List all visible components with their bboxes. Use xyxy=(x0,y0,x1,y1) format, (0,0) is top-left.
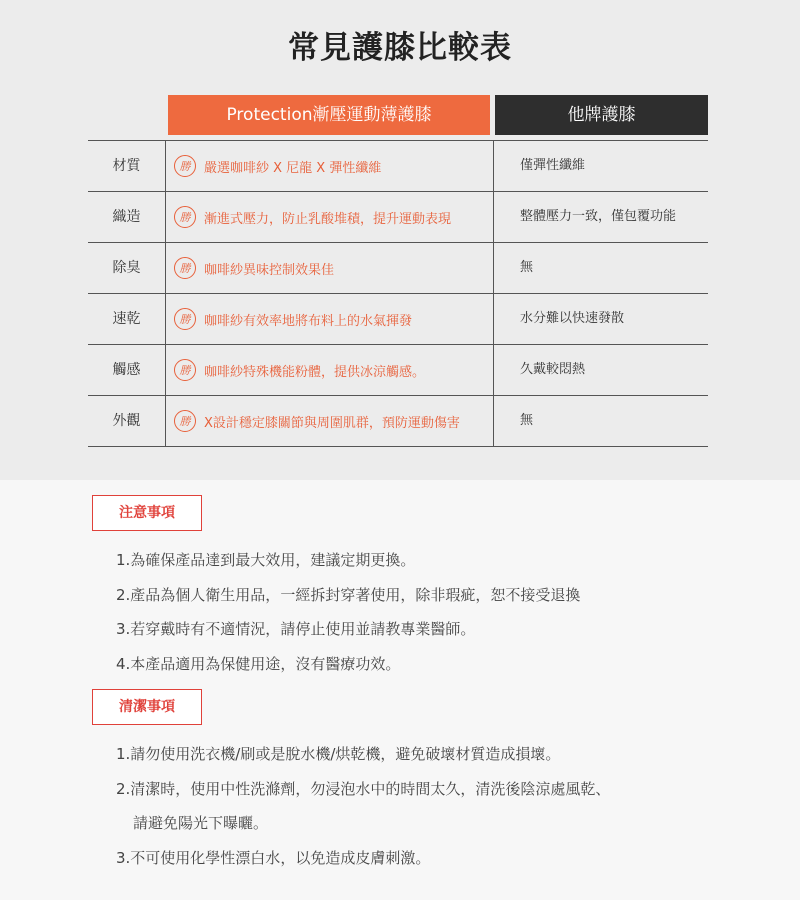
our-product-text: 咖啡紗有效率地將布料上的水氣揮發 xyxy=(204,313,413,329)
list-item: 3.不可使用化學性漂白水，以免造成皮膚刺激。 xyxy=(116,848,431,867)
row-label: 除臭 xyxy=(112,260,141,276)
table-row xyxy=(88,396,708,447)
list-item: 請避免陽光下曝曬。 xyxy=(133,814,269,832)
our-product-cell xyxy=(174,141,492,191)
cleaning-heading: 清潔事項 xyxy=(92,689,202,725)
row-label: 觸感 xyxy=(112,362,141,378)
list-item: 1.為確保產品達到最大效用，建議定期更換。 xyxy=(116,551,416,569)
list-item: 2.產品為個人衛生用品，一經拆封穿著使用，除非瑕疵，恕不接受退換 xyxy=(116,585,581,604)
our-product-cell xyxy=(174,243,492,293)
column-divider xyxy=(493,243,494,293)
column-divider xyxy=(493,396,494,446)
column-divider xyxy=(165,243,166,293)
table-row xyxy=(88,141,708,192)
column-divider xyxy=(165,141,166,191)
win-badge-icon: 勝 xyxy=(174,257,196,279)
row-label: 速乾 xyxy=(112,311,141,327)
notes-heading: 注意事項 xyxy=(92,495,202,531)
column-divider xyxy=(493,345,494,395)
list-item: 2.清潔時，使用中性洗滌劑，勿浸泡水中的時間太久，清洗後陰涼處風乾、 xyxy=(116,779,611,798)
page-title: 常見護膝比較表 xyxy=(288,30,512,66)
row-label: 外觀 xyxy=(112,413,141,429)
our-product-text: 咖啡紗特殊機能粉體，提供冰涼觸感。 xyxy=(204,364,426,380)
notes-list xyxy=(116,548,580,686)
our-product-cell xyxy=(174,396,492,446)
our-product-cell xyxy=(174,294,492,344)
column-divider xyxy=(165,192,166,242)
win-badge-icon: 勝 xyxy=(174,359,196,381)
list-item: 4.本產品適用為保健用途，沒有醫療功效。 xyxy=(116,654,401,673)
win-badge-icon: 勝 xyxy=(174,410,196,432)
our-product-text: 咖啡紗異味控制效果佳 xyxy=(204,262,335,278)
our-product-text: X設計穩定膝關節與周圍肌群，預防運動傷害 xyxy=(204,415,460,431)
column-divider xyxy=(493,294,494,344)
our-product-text: 嚴選咖啡紗 X 尼龍 X 彈性纖維 xyxy=(204,160,382,176)
our-product-cell xyxy=(174,192,492,242)
other-brand-cell: 無 xyxy=(520,260,534,275)
table-row xyxy=(88,345,708,396)
list-item: 1.請勿使用洗衣機/刷或是脫水機/烘乾機，避免破壞材質造成損壞。 xyxy=(116,745,561,763)
comparison-table xyxy=(88,140,708,447)
win-badge-icon: 勝 xyxy=(174,206,196,228)
other-brand-cell: 水分難以快速發散 xyxy=(520,311,625,326)
our-product-text: 漸進式壓力，防止乳酸堆積，提升運動表現 xyxy=(204,211,452,227)
table-row xyxy=(88,243,708,294)
other-brand-cell: 無 xyxy=(520,413,534,428)
table-row xyxy=(88,294,708,345)
column-divider xyxy=(493,141,494,191)
column-divider xyxy=(493,192,494,242)
column-divider xyxy=(165,345,166,395)
table-row xyxy=(88,192,708,243)
win-badge-icon: 勝 xyxy=(174,308,196,330)
other-brand-cell: 久戴較悶熱 xyxy=(520,362,586,377)
cleaning-list xyxy=(116,742,610,880)
row-label: 材質 xyxy=(112,158,141,174)
header-our-product: Protection漸壓運動薄護膝 xyxy=(168,95,490,135)
other-brand-cell: 整體壓力一致，僅包覆功能 xyxy=(520,209,677,224)
our-product-cell xyxy=(174,345,492,395)
other-brand-cell: 僅彈性纖維 xyxy=(520,158,586,173)
list-item: 3.若穿戴時有不適情況，請停止使用並請教專業醫師。 xyxy=(116,620,476,638)
header-other-brand: 他牌護膝 xyxy=(495,95,708,135)
column-divider xyxy=(165,396,166,446)
win-badge-icon: 勝 xyxy=(174,155,196,177)
row-label: 織造 xyxy=(112,209,141,225)
column-divider xyxy=(165,294,166,344)
